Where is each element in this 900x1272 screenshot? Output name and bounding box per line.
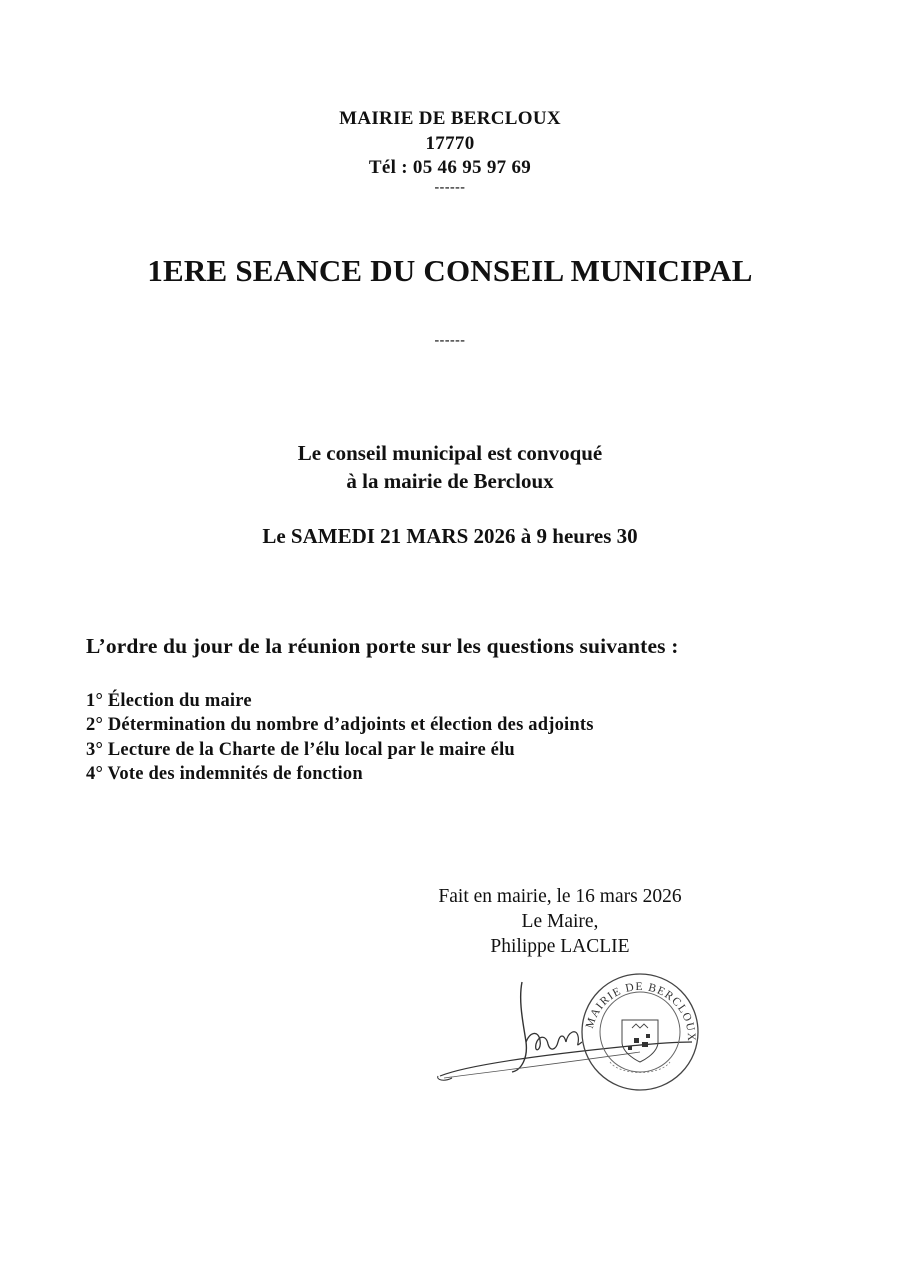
org-name: MAIRIE DE BERCLOUX <box>339 108 561 129</box>
agenda-item: 1° Élection du maire <box>86 691 252 711</box>
signatory-role: Le Maire, <box>521 911 599 932</box>
signature-area <box>430 972 710 1097</box>
handwritten-signature-icon <box>430 972 710 1092</box>
official-seal-icon <box>582 974 698 1090</box>
postal-code: 17770 <box>425 133 475 154</box>
agenda-item: 2° Détermination du nombre d’adjoints et élection des adjoints <box>86 715 594 735</box>
agenda-intro: L’ordre du jour de la réunion porte sur les questions suivantes : <box>86 634 679 658</box>
place-date: Fait en mairie, le 16 mars 2026 <box>438 886 682 907</box>
agenda-item: 3° Lecture de la Charte de l’élu local par le maire élu <box>86 740 515 760</box>
phone-number: Tél : 05 46 95 97 69 <box>368 157 532 178</box>
title-separator: ------ <box>434 333 466 348</box>
convocation-line-2: à la mairie de Bercloux <box>346 469 554 493</box>
signatory-name: Philippe LACLIE <box>490 936 630 957</box>
convocation-line-1: Le conseil municipal est convoqué <box>297 441 603 465</box>
page-title: 1ERE SEANCE DU CONSEIL MUNICIPAL <box>147 253 753 288</box>
meeting-datetime: Le SAMEDI 21 MARS 2026 à 9 heures 30 <box>262 524 638 548</box>
header-separator: ------ <box>434 180 466 195</box>
agenda-item: 4° Vote des indemnités de fonction <box>86 764 363 784</box>
svg-text:MAIRIE DE BERCLOUX: MAIRIE DE BERCLOUX <box>583 980 698 1043</box>
